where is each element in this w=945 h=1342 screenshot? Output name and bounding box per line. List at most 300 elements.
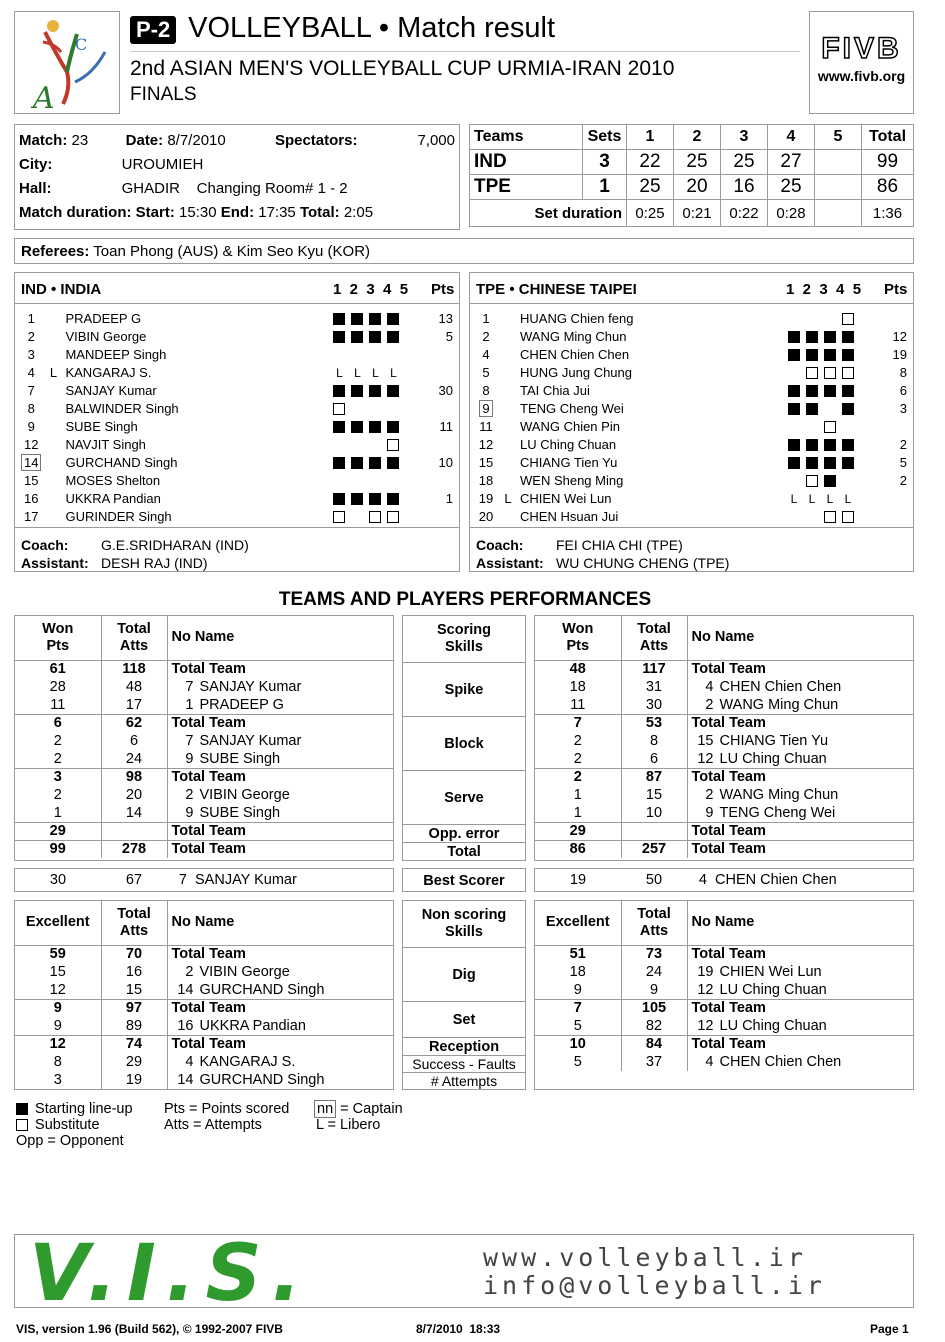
empty-set-slot [351,439,363,451]
perf-header-row [535,616,913,660]
perf-player [687,1017,913,1035]
perf-value: 2 [573,750,582,767]
score-row-away [470,175,914,200]
substitute-icon [842,313,854,325]
scoring-home-box [14,615,394,861]
perf-player [167,1017,393,1035]
perf-row-set [15,999,393,1017]
starting-lineup-icon [788,403,800,415]
match-number: 23 [71,131,89,149]
starting-lineup-icon [333,493,345,505]
perf-player-no: 19 [697,964,714,980]
player-number: 17 [24,508,39,524]
perf-player [167,732,393,750]
libero-flag [496,471,520,489]
roster-away-title: TPE • CHINESE TAIPEI [476,281,637,298]
perf-header-total-atts [621,901,687,945]
perf-player [687,999,913,1017]
hall-value: GHADIR [121,179,180,197]
perf-row-serve [15,786,393,804]
svg-text:C: C [75,35,88,54]
substitute-icon [824,511,836,523]
player-number: 4 [27,364,35,380]
substitute-icon [387,439,399,451]
perf-row-dig [15,945,393,963]
set-score: 27 [768,150,815,175]
perf-player-name: LU Ching Chuan [719,1017,827,1034]
player-points: 30 [438,382,453,398]
perf-atts: 29 [101,1053,167,1071]
player-points: 6 [899,382,907,398]
total-points: 99 [862,150,914,175]
perf-player-name: SUBE Singh [199,804,281,821]
perf-player-name: LU Ching Chuan [719,750,827,767]
starting-lineup-icon [369,421,381,433]
perf-atts: 30 [621,696,687,714]
perf-row-block [535,714,913,732]
set-duration-label: Set duration [470,200,627,227]
libero-flag [41,471,65,489]
player-sets [785,381,875,399]
perf-atts: 24 [621,963,687,981]
player-points: 8 [899,364,907,380]
starting-lineup-icon [387,313,399,325]
perf-value: 9 [573,981,582,998]
perf-value: 2 [53,787,62,803]
perf-player-name: TENG Cheng Wei [719,804,836,821]
empty-set-slot [788,313,800,325]
perf-player-no: 1 [185,696,194,713]
player-row [21,453,457,471]
perf-player-name: Total Team [171,1000,246,1017]
best-won-pts: 19 [569,872,587,888]
player-name: PRADEEP G [65,310,142,326]
fivb-logo [809,11,914,114]
perf-row-reception [15,1071,393,1089]
libero-set-marker: L [372,365,379,380]
player-points: 5 [899,454,907,470]
player-row [21,327,457,345]
set-duration: 0:25 [627,200,674,227]
perf-value: 86 [535,840,621,858]
roster-divider [470,303,913,304]
scoring-home-table [15,616,393,858]
city-label: City: [19,155,53,173]
player-number-cell [476,507,496,525]
perf-player-name: Total Team [171,715,246,732]
perf-player-no: 9 [705,804,714,821]
player-row [21,489,457,507]
player-name: KANGARAJ S. [65,364,152,380]
roster-away-table [476,309,911,525]
captain-marker: nn [314,1100,336,1118]
player-name: HUANG Chien feng [520,310,634,326]
skill-spike: Spike [403,662,525,716]
perf-player-name: CHEN Chien Chen [719,1054,842,1070]
player-number: 15 [24,472,39,488]
perf-row-dig [535,981,913,999]
perf-atts: 20 [101,786,167,804]
referees-names: Toan Phong (AUS) & Kim Seo Kyu (KOR) [93,243,371,260]
perf-player-name: VIBIN George [199,787,290,803]
perf-atts: 8 [621,732,687,750]
starting-lineup-icon [806,385,818,397]
perf-row-serve [535,768,913,786]
starting-lineup-icon [351,331,363,343]
total-label: Total: [299,203,340,221]
perf-row-reception [535,1053,913,1071]
set-score [815,175,862,200]
best-player-name: CHEN Chien Chen [715,872,837,888]
perf-player-name: Total Team [691,946,766,963]
perf-player-name: SANJAY Kumar [199,679,302,695]
perf-header-noname: No Name [687,616,913,660]
player-number: 1 [27,310,35,326]
player-name: HUNG Jung Chung [520,364,632,380]
perf-value: 9 [53,1017,62,1034]
player-name: LU Ching Chuan [520,436,617,452]
player-name: GURINDER Singh [65,508,172,524]
perf-header-total: Total [637,905,671,922]
player-row [476,489,911,507]
title-row [130,12,555,45]
player-number: 20 [478,508,494,524]
player-number-cell [21,489,41,507]
starting-lineup-icon [788,439,800,451]
perf-player-no: 12 [697,1017,714,1034]
player-number-cell [476,435,496,453]
player-points: 12 [892,328,907,344]
date-label: Date: [125,131,164,149]
perf-player [687,750,913,768]
empty-set-slot [806,511,818,523]
scoring-skills-box [402,615,526,861]
best-player-no: 7 [178,872,187,888]
substitute-icon [806,367,818,379]
legend-libero: L = Libero [316,1117,381,1133]
perf-player-name: KANGARAJ S. [199,1054,296,1070]
perf-value: 7 [535,999,621,1017]
player-sets [330,327,420,345]
perf-header-atts: Atts [639,922,669,939]
set-score: 25 [627,175,674,200]
libero-flag [41,399,65,417]
perf-header-row [15,616,393,660]
perf-player-no: 2 [185,964,194,980]
perf-atts: 70 [101,945,167,963]
perf-row-dig [15,981,393,999]
perf-row-serve [15,804,393,822]
starting-lineup-icon [387,421,399,433]
perf-atts: 117 [621,660,687,678]
starting-lineup-icon [824,331,836,343]
player-row [476,453,911,471]
perf-header-atts: Atts [119,922,149,939]
perf-row-block [15,750,393,768]
player-row [21,435,457,453]
player-number-cell [476,471,496,489]
player-row [476,417,911,435]
roster-divider [15,303,459,304]
starting-lineup-icon [788,349,800,361]
starting-lineup-icon [842,403,854,415]
perf-atts: 19 [101,1071,167,1089]
libero-flag: L [504,490,512,506]
substitute-icon [333,511,345,523]
libero-flag [496,363,520,381]
player-sets [785,399,875,417]
player-number-cell [21,345,41,363]
starting-lineup-icon [806,439,818,451]
perf-value: 2 [573,733,582,749]
end-time: 17:35 [258,203,296,221]
player-sets [785,309,875,327]
perf-value: 2 [535,768,621,786]
set-duration [815,200,862,227]
empty-set-slot [351,511,363,523]
best-total-atts: 50 [645,872,663,888]
perf-header-total-atts [101,616,167,660]
player-row [476,507,911,525]
empty-set-slot [824,313,836,325]
libero-flag [41,489,65,507]
vis-banner [14,1234,914,1308]
best-scorer-label: Best Scorer [423,873,505,889]
perf-value: 18 [569,679,586,695]
perf-player-name: PRADEEP G [199,696,284,713]
perf-atts: 87 [621,768,687,786]
perf-atts: 15 [621,786,687,804]
player-sets [330,363,420,381]
footer-page: Page 1 [870,1322,909,1336]
libero-set-marker: L [336,365,343,380]
perf-row-block [535,732,913,750]
perf-row-spike [535,660,913,678]
player-name: WANG Ming Chun [520,328,627,344]
player-row [21,363,457,381]
player-number-cell [476,345,496,363]
coach-label: Coach: [476,537,524,553]
libero-flag [496,453,520,471]
player-sets [330,417,420,435]
perf-player [167,963,393,981]
player-row [21,381,457,399]
libero-set-marker: L [390,365,397,380]
perf-atts: 97 [101,999,167,1017]
player-sets [330,435,420,453]
perf-value: 29 [15,822,101,840]
player-number: 4 [482,346,490,362]
substitute-icon [806,475,818,487]
player-sets [785,435,875,453]
perf-header-row [535,901,913,945]
perf-value: 12 [15,1035,101,1053]
roster-divider [15,527,459,528]
player-sets [330,507,420,525]
player-points: 2 [899,472,907,488]
perf-value: 29 [535,822,621,840]
perf-value: 61 [49,661,66,678]
perf-row-set [535,999,913,1017]
libero-flag [41,435,65,453]
perf-player [167,804,393,822]
perf-atts: 105 [621,999,687,1017]
perf-header-row [15,901,393,945]
perf-value: 48 [569,661,586,678]
perf-player-name: WANG Ming Chun [719,787,839,803]
libero-flag [41,345,65,363]
title-divider [130,51,800,52]
libero-set-marker: L [808,491,816,506]
player-sets [330,489,420,507]
skill-reception: Reception [428,1039,500,1055]
perf-value: 1 [573,787,582,803]
substitute-icon [842,367,854,379]
player-row [476,327,911,345]
nonscoring-away-table [535,901,913,1071]
roster-away-pts-header: Pts [884,281,908,298]
player-sets [785,489,875,507]
page-title: VOLLEYBALL • Match result [188,12,556,44]
player-number-cell [21,363,41,381]
perf-player-name: GURCHAND Singh [199,1072,325,1088]
player-number-cell [21,381,41,399]
perf-header-won: Won [42,620,74,637]
perf-value: 2 [53,750,62,767]
player-points: 13 [438,310,453,326]
substitute-icon [16,1119,28,1131]
perf-header-first [15,901,101,945]
perf-value: 15 [49,964,66,980]
perf-player-name: LU Ching Chuan [719,981,827,998]
perf-value: 9 [15,999,101,1017]
footer-version: VIS, version 1.96 (Build 562), © 1992-2007 FIVB [16,1322,283,1336]
player-number-cell [476,399,496,417]
match-info-box [14,124,460,230]
perf-atts: 84 [621,1035,687,1053]
perf-atts: 17 [101,696,167,714]
player-number-cell [476,327,496,345]
player-points [420,507,457,525]
libero-flag [41,381,65,399]
libero-flag [41,453,65,471]
perf-player-name: CHIEN Wei Lun [719,964,822,980]
player-number: 14 [21,454,41,471]
perf-value: 6 [15,714,101,732]
set-score: 25 [721,150,768,175]
perf-row-spike [15,696,393,714]
perf-player-name: GURCHAND Singh [199,981,325,998]
perf-atts: 10 [621,804,687,822]
phase-name: FINALS [130,84,197,105]
empty-set-slot [788,511,800,523]
player-points: 10 [438,454,453,470]
perf-value: 3 [53,1072,62,1088]
player-sets [330,471,420,489]
player-points: 5 [445,328,453,344]
player-points [875,309,911,327]
legend-substitute: Substitute [35,1117,100,1133]
assistant-label: Assistant: [476,555,544,571]
footer-datetime: 8/7/2010 18:33 [416,1322,501,1336]
perf-player-no: 9 [185,804,194,821]
libero-flag [41,309,65,327]
legend-atts: Atts = Attempts [164,1117,262,1133]
player-row [21,399,457,417]
reception-success-faults: Success - Faults [403,1055,525,1072]
player-number: 18 [478,472,494,488]
player-sets [330,399,420,417]
perf-row-spike [535,696,913,714]
starting-lineup-icon [333,421,345,433]
player-number-cell [21,399,41,417]
nonscoring-home-table [15,901,393,1089]
fivb-logo-text: FIVB [821,32,902,65]
player-name: VIBIN George [65,328,147,344]
player-points [420,435,457,453]
player-number-cell [21,417,41,435]
player-points: 11 [439,418,453,434]
set-duration: 0:22 [721,200,768,227]
perf-row-dig [535,945,913,963]
player-name: SUBE Singh [65,418,138,434]
player-row [21,471,457,489]
set-score: 25 [674,150,721,175]
perf-player-name: CHEN Chien Chen [719,679,842,695]
libero-flag [496,345,520,363]
skill-reception-box [403,1037,525,1089]
starting-lineup-icon [387,493,399,505]
perf-player-no: 4 [705,679,714,695]
team-code: TPE [470,175,583,200]
spectators-label: Spectators: [274,131,358,149]
perf-player [687,1035,913,1053]
perf-row-dig [535,963,913,981]
starting-lineup-icon [788,385,800,397]
legend-opp: Opp = Opponent [16,1133,124,1149]
scoring-skills-header-2: Skills [445,639,483,655]
player-points: 19 [892,346,907,362]
substitute-icon [333,403,345,415]
player-name: TAI Chia Jui [520,382,590,398]
player-number: 15 [478,454,494,470]
player-points [420,471,457,489]
perf-player-name: Total Team [171,661,246,678]
scoring-away-table [535,616,913,858]
set-duration: 0:28 [768,200,815,227]
roster-away-sets-header: 1 2 3 4 5 [786,281,862,298]
player-number: 1 [482,310,490,326]
player-points [875,507,911,525]
perf-player [687,981,913,999]
perf-player [687,945,913,963]
perf-row-total [15,840,393,858]
player-row [476,435,911,453]
perf-header-total: Total [117,905,151,922]
perf-row-spike [15,678,393,696]
substitute-icon [824,367,836,379]
nonscoring-skills-header-1: Non scoring [421,907,507,923]
perf-player-name: Total Team [691,1036,766,1053]
perf-value: 18 [569,964,586,980]
perf-player-no: 4 [185,1054,194,1070]
player-row [21,507,457,525]
set-score: 16 [721,175,768,200]
perf-atts: 278 [101,840,167,858]
perf-player [167,750,393,768]
perf-row-reception [535,1035,913,1053]
perf-player [167,696,393,714]
